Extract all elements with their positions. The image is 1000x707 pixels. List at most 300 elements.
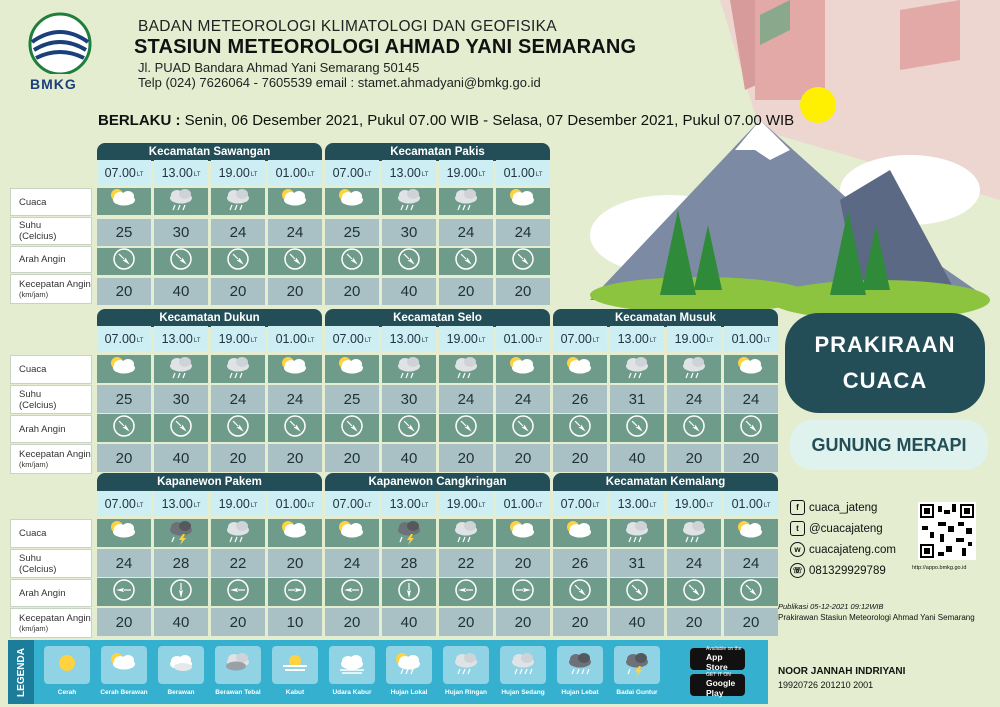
wind-direction-cell xyxy=(268,248,322,275)
time-cell xyxy=(325,160,379,185)
hujan-ringan-icon xyxy=(617,517,657,550)
app-store-text: App Store xyxy=(706,652,728,672)
badai-guntur-icon xyxy=(389,517,429,550)
google-play-small-text: GET IT ON xyxy=(706,672,731,678)
time-value: 19.00 xyxy=(218,165,250,180)
forecast-title-panel xyxy=(785,313,985,413)
legend-item xyxy=(215,646,261,684)
temperature-cell: 24 xyxy=(724,385,778,413)
temperature-cell: 25 xyxy=(97,219,151,246)
time-cell xyxy=(325,491,379,516)
label-text: Arah Angin xyxy=(19,254,66,265)
wind-direction-cell xyxy=(667,414,721,442)
wind-direction-cell xyxy=(553,578,607,606)
time-cell xyxy=(610,326,664,351)
wind-direction-cell xyxy=(496,578,550,606)
time-value: 13.00 xyxy=(161,331,193,346)
wind-direction-cell xyxy=(667,578,721,606)
temperature-cell: 30 xyxy=(154,385,208,413)
weather-cell xyxy=(439,519,493,547)
time-suffix: LT xyxy=(193,338,201,344)
time-cell xyxy=(154,491,208,516)
wind-speed-cell: 20 xyxy=(724,608,778,636)
compass-icon xyxy=(681,577,707,608)
compass-icon xyxy=(396,413,422,444)
temperature-cell: 24 xyxy=(97,549,151,577)
legend-label: Hujan Sedang xyxy=(501,689,545,696)
legend-label: Badai Guntur xyxy=(616,689,658,696)
label-unit: (Celcius) xyxy=(19,563,57,575)
time-cell xyxy=(496,160,550,185)
area-title: Kecamatan Kemalang xyxy=(553,473,778,491)
temperature-cell: 24 xyxy=(496,219,550,246)
time-value: 01.00 xyxy=(503,165,535,180)
time-suffix: LT xyxy=(364,172,372,178)
wind-speed-cell: 20 xyxy=(724,444,778,472)
wind-direction-cell xyxy=(496,414,550,442)
weather-cell xyxy=(382,355,436,383)
legend-item xyxy=(158,646,204,684)
wind-direction-cell xyxy=(382,248,436,275)
temperature-cell: 24 xyxy=(211,385,265,413)
compass-icon xyxy=(282,577,308,608)
compass-icon xyxy=(396,246,422,277)
time-suffix: LT xyxy=(193,172,201,178)
wind-speed-cell: 20 xyxy=(439,608,493,636)
logo-text: BMKG xyxy=(30,76,77,92)
compass-icon xyxy=(738,413,764,444)
time-suffix: LT xyxy=(421,172,429,178)
cerah-berawan-icon xyxy=(503,517,543,550)
cerah-berawan-icon xyxy=(275,353,315,386)
compass-icon xyxy=(567,413,593,444)
row-label-weather xyxy=(10,355,92,384)
kabut-icon xyxy=(275,649,315,682)
compass-icon xyxy=(225,577,251,608)
wind-direction-cell xyxy=(610,414,664,442)
temperature-cell: 24 xyxy=(496,385,550,413)
time-cell xyxy=(382,491,436,516)
wind-speed-cell: 40 xyxy=(610,608,664,636)
temperature-cell: 24 xyxy=(268,219,322,246)
cerah-berawan-icon xyxy=(332,517,372,550)
temperature-cell: 31 xyxy=(610,385,664,413)
weather-cell xyxy=(439,188,493,215)
compass-icon xyxy=(282,413,308,444)
temperature-cell: 31 xyxy=(610,549,664,577)
weather-cell xyxy=(211,188,265,215)
legend-item xyxy=(500,646,546,684)
publication-by: Prakirawan Stasiun Meteorologi Ahmad Yani Semarang xyxy=(778,613,975,622)
wind-speed-cell: 40 xyxy=(154,278,208,305)
time-value: 07.00 xyxy=(104,496,136,511)
hujan-ringan-icon xyxy=(218,517,258,550)
temperature-cell: 26 xyxy=(553,385,607,413)
weather-cell xyxy=(667,519,721,547)
weather-cell xyxy=(553,519,607,547)
compass-icon xyxy=(339,413,365,444)
weather-cell xyxy=(97,519,151,547)
legend-label: Berawan xyxy=(167,689,195,696)
badai-guntur-icon xyxy=(617,649,657,682)
cerah-berawan-icon xyxy=(275,517,315,550)
label-unit: (Celcius) xyxy=(19,399,57,411)
hujan-lebat-icon xyxy=(560,649,600,682)
time-value: 01.00 xyxy=(731,496,763,511)
wind-speed-cell: 20 xyxy=(667,444,721,472)
weather-cell xyxy=(610,519,664,547)
udara-kabur-icon xyxy=(332,649,372,682)
facebook-icon: f xyxy=(790,500,805,515)
compass-icon xyxy=(453,413,479,444)
social-links xyxy=(790,497,896,581)
time-value: 13.00 xyxy=(617,496,649,511)
temperature-cell: 25 xyxy=(325,385,379,413)
cerah-berawan-icon xyxy=(104,517,144,550)
compass-icon xyxy=(510,413,536,444)
time-suffix: LT xyxy=(478,503,486,509)
time-value: 13.00 xyxy=(389,331,421,346)
weather-cell xyxy=(496,355,550,383)
legend-label: Cerah Berawan xyxy=(100,689,148,696)
compass-icon xyxy=(624,577,650,608)
cerah-icon xyxy=(47,649,87,682)
area-title: Kecamatan Musuk xyxy=(553,309,778,327)
time-cell xyxy=(439,491,493,516)
weather-cell xyxy=(496,188,550,215)
row-label-wind-dir xyxy=(10,415,92,443)
wind-direction-cell xyxy=(439,248,493,275)
whatsapp-number: 081329929789 xyxy=(809,564,886,577)
wind-direction-cell xyxy=(724,578,778,606)
hujan-ringan-icon xyxy=(389,185,429,218)
time-cell xyxy=(382,160,436,185)
hujan-ringan-icon xyxy=(161,185,201,218)
forecast-title-line1: PRAKIRAAN xyxy=(814,332,956,357)
weather-cell xyxy=(382,519,436,547)
weather-cell xyxy=(439,355,493,383)
wind-speed-cell: 40 xyxy=(610,444,664,472)
time-cell xyxy=(439,326,493,351)
time-suffix: LT xyxy=(478,172,486,178)
wind-direction-cell xyxy=(211,578,265,606)
bmkg-logo-icon xyxy=(22,12,100,74)
google-play-badge[interactable] xyxy=(690,674,745,696)
temperature-cell: 24 xyxy=(211,219,265,246)
compass-icon xyxy=(111,246,137,277)
time-suffix: LT xyxy=(250,338,258,344)
row-label-wind-dir xyxy=(10,579,92,607)
time-suffix: LT xyxy=(307,503,315,509)
globe-icon: w xyxy=(790,542,805,557)
row-label-temp xyxy=(10,549,92,578)
time-value: 19.00 xyxy=(218,331,250,346)
temperature-cell: 20 xyxy=(496,549,550,577)
twitter-handle: @cuacajateng xyxy=(809,522,883,535)
wind-speed-cell: 20 xyxy=(553,608,607,636)
time-cell xyxy=(268,160,322,185)
station-contact: Telp (024) 7626064 - 7605539 email : stamet.ahmadyani@bmkg.go.id xyxy=(138,75,541,90)
google-play-text: Google Play xyxy=(706,678,736,698)
compass-icon xyxy=(339,577,365,608)
time-value: 13.00 xyxy=(161,165,193,180)
time-value: 07.00 xyxy=(104,331,136,346)
wind-direction-cell xyxy=(439,578,493,606)
wind-direction-cell xyxy=(268,578,322,606)
label-text: Kecepatan Angin xyxy=(19,449,91,460)
time-cell xyxy=(97,491,151,516)
time-value: 07.00 xyxy=(560,331,592,346)
time-suffix: LT xyxy=(535,503,543,509)
legend-item xyxy=(272,646,318,684)
wind-speed-cell: 20 xyxy=(439,278,493,305)
area-title: Kapanewon Cangkringan xyxy=(325,473,550,491)
whatsapp-icon: ☏ xyxy=(790,563,805,578)
time-cell xyxy=(268,326,322,351)
compass-icon xyxy=(738,577,764,608)
hujan-ringan-icon xyxy=(218,353,258,386)
cerah-berawan-icon xyxy=(104,353,144,386)
time-value: 13.00 xyxy=(617,331,649,346)
cerah-berawan-icon xyxy=(731,353,771,386)
compass-icon xyxy=(168,246,194,277)
label-unit: (km/jam) xyxy=(19,290,49,299)
validity-label: BERLAKU : xyxy=(98,112,181,129)
cerah-berawan-icon xyxy=(731,517,771,550)
legend-label: Udara Kabur xyxy=(332,689,372,696)
wind-direction-cell xyxy=(325,414,379,442)
wind-direction-cell xyxy=(154,414,208,442)
time-suffix: LT xyxy=(421,338,429,344)
time-value: 19.00 xyxy=(674,331,706,346)
area-title: Kecamatan Sawangan xyxy=(97,143,322,161)
wind-speed-cell: 20 xyxy=(268,444,322,472)
label-text: Arah Angin xyxy=(19,423,66,435)
weather-cell xyxy=(97,188,151,215)
weather-cell xyxy=(154,188,208,215)
hujan-ringan-icon xyxy=(161,353,201,386)
temperature-cell: 24 xyxy=(325,549,379,577)
time-value: 01.00 xyxy=(275,496,307,511)
badai-guntur-icon xyxy=(161,517,201,550)
weather-cell xyxy=(97,355,151,383)
compass-icon xyxy=(510,246,536,277)
area-title: Kecamatan Selo xyxy=(325,309,550,327)
wind-speed-cell: 20 xyxy=(97,444,151,472)
weather-cell xyxy=(553,355,607,383)
temperature-cell: 26 xyxy=(553,549,607,577)
whatsapp-link[interactable] xyxy=(790,560,896,581)
compass-icon xyxy=(111,413,137,444)
legend-item xyxy=(557,646,603,684)
compass-icon xyxy=(282,246,308,277)
weather-cell xyxy=(724,355,778,383)
time-suffix: LT xyxy=(592,338,600,344)
wind-speed-cell: 20 xyxy=(268,278,322,305)
wind-speed-cell: 20 xyxy=(325,608,379,636)
temperature-cell: 25 xyxy=(97,385,151,413)
time-cell xyxy=(496,326,550,351)
time-suffix: LT xyxy=(592,503,600,509)
time-value: 19.00 xyxy=(446,496,478,511)
compass-icon xyxy=(681,413,707,444)
cerah-berawan-icon xyxy=(104,649,144,682)
station-address: Jl. PUAD Bandara Ahmad Yani Semarang 50145 xyxy=(138,60,420,75)
time-value: 01.00 xyxy=(275,165,307,180)
validity-period xyxy=(98,112,794,129)
temperature-cell: 24 xyxy=(667,549,721,577)
area-title: Kapanewon Pakem xyxy=(97,473,322,491)
wind-direction-cell xyxy=(439,414,493,442)
weather-cell xyxy=(610,355,664,383)
cerah-berawan-icon xyxy=(503,185,543,218)
time-cell xyxy=(211,491,265,516)
time-cell xyxy=(496,491,550,516)
weather-cell xyxy=(325,519,379,547)
compass-icon xyxy=(453,577,479,608)
time-suffix: LT xyxy=(763,503,771,509)
hujan-ringan-icon xyxy=(674,353,714,386)
hujan-ringan-icon xyxy=(218,185,258,218)
legend-title: LEGENDA xyxy=(8,640,34,704)
wind-direction-cell xyxy=(154,248,208,275)
time-cell xyxy=(439,160,493,185)
time-cell xyxy=(97,160,151,185)
weather-cell xyxy=(496,519,550,547)
legend-item xyxy=(44,646,90,684)
time-cell xyxy=(553,491,607,516)
berawan-icon xyxy=(161,649,201,682)
cerah-berawan-icon xyxy=(275,185,315,218)
area-title: Kecamatan Pakis xyxy=(325,143,550,161)
hujan-lokal-icon xyxy=(389,649,429,682)
time-suffix: LT xyxy=(706,503,714,509)
label-unit: (Celcius) xyxy=(19,231,57,242)
temperature-cell: 28 xyxy=(154,549,208,577)
wind-speed-cell: 20 xyxy=(439,444,493,472)
web-address: cuacajateng.com xyxy=(809,543,896,556)
temperature-cell: 25 xyxy=(325,219,379,246)
legend-label: Berawan Tebal xyxy=(215,689,261,696)
temperature-cell: 24 xyxy=(439,219,493,246)
time-suffix: LT xyxy=(307,338,315,344)
time-suffix: LT xyxy=(478,338,486,344)
weather-cell xyxy=(211,519,265,547)
wind-direction-cell xyxy=(382,578,436,606)
weather-cell xyxy=(382,188,436,215)
compass-icon xyxy=(339,246,365,277)
legend-label: Hujan Lebat xyxy=(561,689,599,696)
bmkg-logo xyxy=(22,12,100,96)
wind-speed-cell: 20 xyxy=(553,444,607,472)
legend-label: Hujan Ringan xyxy=(445,689,487,696)
temperature-cell: 24 xyxy=(268,385,322,413)
compass-icon xyxy=(567,577,593,608)
label-text: Arah Angin xyxy=(19,587,66,599)
hujan-sedang-icon xyxy=(503,649,543,682)
wind-direction-cell xyxy=(553,414,607,442)
wind-direction-cell xyxy=(496,248,550,275)
label-text: Kecepatan Angin xyxy=(19,279,91,290)
row-label-wind-speed xyxy=(10,274,92,304)
time-cell xyxy=(211,160,265,185)
wind-speed-cell: 20 xyxy=(325,278,379,305)
time-value: 13.00 xyxy=(161,496,193,511)
facebook-handle: cuaca_jateng xyxy=(809,501,878,514)
time-suffix: LT xyxy=(307,172,315,178)
row-label-weather xyxy=(10,519,92,548)
hujan-ringan-icon xyxy=(674,517,714,550)
temperature-cell: 24 xyxy=(667,385,721,413)
station-name: STASIUN METEOROLOGI AHMAD YANI SEMARANG xyxy=(134,36,637,58)
cerah-berawan-icon xyxy=(332,353,372,386)
label-text: Cuaca xyxy=(19,364,47,375)
cerah-berawan-icon xyxy=(503,353,543,386)
facebook-link[interactable] xyxy=(790,497,896,518)
wind-speed-cell: 40 xyxy=(382,444,436,472)
temperature-cell: 30 xyxy=(154,219,208,246)
time-cell xyxy=(268,491,322,516)
hujan-ringan-icon xyxy=(617,353,657,386)
forecast-title-line2: CUACA xyxy=(842,368,928,393)
row-label-wind-speed xyxy=(10,608,92,638)
compass-icon xyxy=(225,246,251,277)
wind-direction-cell xyxy=(211,414,265,442)
time-suffix: LT xyxy=(706,338,714,344)
time-value: 13.00 xyxy=(389,496,421,511)
compass-icon xyxy=(624,413,650,444)
hujan-ringan-icon xyxy=(446,649,486,682)
forecaster-nip: 19920726 201210 2001 xyxy=(778,680,874,690)
compass-icon xyxy=(396,577,422,608)
web-link[interactable] xyxy=(790,539,896,560)
time-suffix: LT xyxy=(763,338,771,344)
row-label-temp xyxy=(10,385,92,414)
weather-cell xyxy=(667,355,721,383)
row-label-weather xyxy=(10,188,92,216)
wind-direction-cell xyxy=(382,414,436,442)
wind-speed-cell: 40 xyxy=(382,608,436,636)
twitter-link[interactable] xyxy=(790,518,896,539)
time-suffix: LT xyxy=(250,503,258,509)
temperature-cell: 24 xyxy=(439,385,493,413)
row-label-wind-speed xyxy=(10,444,92,474)
time-cell xyxy=(610,491,664,516)
time-cell xyxy=(667,491,721,516)
app-store-badge[interactable] xyxy=(690,648,745,670)
wind-speed-cell: 20 xyxy=(496,278,550,305)
wind-speed-cell: 40 xyxy=(382,278,436,305)
hujan-ringan-icon xyxy=(389,353,429,386)
time-cell xyxy=(724,326,778,351)
compass-icon xyxy=(225,413,251,444)
compass-icon xyxy=(111,577,137,608)
cerah-berawan-icon xyxy=(332,185,372,218)
wind-speed-cell: 40 xyxy=(154,444,208,472)
wind-speed-cell: 20 xyxy=(496,608,550,636)
time-value: 19.00 xyxy=(446,165,478,180)
wind-speed-cell: 20 xyxy=(211,608,265,636)
wind-direction-cell xyxy=(97,578,151,606)
qr-caption: http://appo.bmkg.go.id xyxy=(912,565,967,571)
time-suffix: LT xyxy=(136,503,144,509)
twitter-icon: t xyxy=(790,521,805,536)
wind-speed-cell: 20 xyxy=(97,278,151,305)
time-value: 01.00 xyxy=(275,331,307,346)
qr-code-icon[interactable] xyxy=(918,502,976,560)
row-label-wind-dir xyxy=(10,246,92,273)
time-suffix: LT xyxy=(136,338,144,344)
